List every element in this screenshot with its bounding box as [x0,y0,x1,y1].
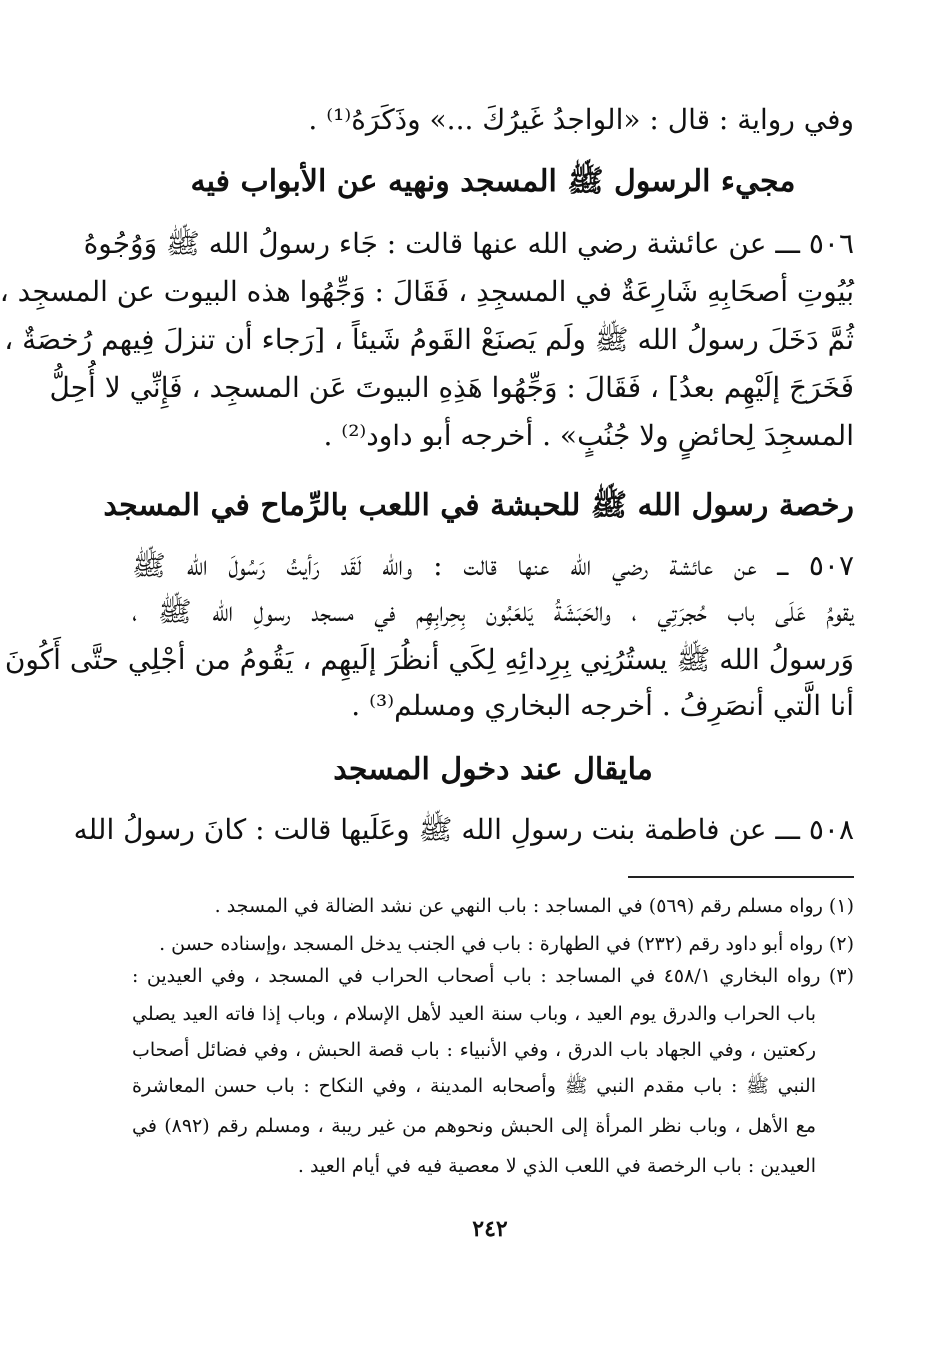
footnote-1: (١) رواه مسلم رقم (٥٦٩) في المساجد : باب النهي عن نشد الضالة في المسجد . [214,895,854,917]
paragraph-line: ٥٠٨ ـــ عن فاطمة بنت رسولِ الله ﷺ وعَلَيها قالت : كانَ رسولُ الله [73,813,854,846]
paragraph-line: أنا الَّتي أنصَرِفُ . أخرجه البخاري ومسلم⁽³⁾ . [351,689,854,722]
footnote-3-continuation: باب الحراب والدرق يوم العيد ، وباب سنة العيد لأهل الإسلام ، وباب إذا فاته العيد يصلي [132,1003,816,1025]
paragraph-line: فَخَرَجَ إلَيْهِم بعدُ] ، فَقَالَ : وَجِّهُوا هَذِهِ البيوتَ عَن المسجِد ، فَإِنِّي لا أُحِلُّ [49,371,854,404]
footnote-3-continuation: ركعتين ، وفي الجهاد باب الدرق ، وفي الأنبياء : باب قصة الحبش ، وفي فضائل أصحاب [132,1039,816,1061]
footnote-3: (٣) رواه البخاري ٤٥٨/١ في المساجد : باب أصحاب الحراب في المسجد ، وفي العيدين : [132,965,854,987]
paragraph-line: يقومُ عَلَى باب حُجرَتِي ، والحَبَشَةُ يَلعَبُون بِحِرابِهِم في مسجد رسولِ الله ﷺ ، [132,595,854,628]
section-heading-3: مايقال عند دخول المسجد [333,752,653,787]
footnote-3-continuation: مع الأهل ، وباب نظر المرأة إلى الحبش ونحوهم من غير ريبة ، ومسلم رقم (٨٩٢) في [132,1115,816,1137]
footnote-2: (٢) رواه أبو داود رقم (٢٣٢) في الطهارة : باب في الجنب يدخل المسجد ،وإسناده حسن . [159,933,854,955]
paragraph-line: المسجِدَ لِحائضٍ ولا جُنُبٍ» . أخرجه أبو داود⁽²⁾ . [323,419,854,452]
paragraph-line: وَرسولُ الله ﷺ يستُرُنِي بِرِدائِهِ لِكَي أنظُرَ إلَيهِم ، يَقُومُ من أجْلِي حتَّى أَكُونَ [4,643,854,676]
page-number: ٢٤٢ [472,1216,508,1242]
footnote-3-continuation: النبي ﷺ : باب مقدم النبي ﷺ وأصحابه المدينة ، وفي النكاح : باب حسن المعاشرة [132,1075,816,1097]
section-heading-1: مجيء الرسول ﷺ المسجد ونهيه عن الأبواب فيه [190,164,796,199]
paragraph-line: ٥٠٧ ـــ عن عائشة رضي الله عنها قالت : والله لَقَد رَأيتُ رَسُولَ الله ﷺ [132,549,854,582]
footnote-3-continuation: العيدين : باب الرخصة في اللعب الذي لا معصية فيه في أيام العيد . [297,1155,816,1177]
intro-line: وفي رواية : قال : «الواجدُ غَيرُكَ ...» وذَكَرَهُ⁽¹⁾ . [308,103,854,136]
section-heading-2: رخصة رسول الله ﷺ للحبشة في اللعب بالرِّماح في المسجد [103,488,854,523]
footnote-separator [628,876,854,878]
paragraph-line: ٥٠٦ ـــ عن عائشة رضي الله عنها قالت : جَاء رسولُ الله ﷺ وَوُجُوهُ [83,227,854,260]
paragraph-line: بُيُوتِ أصحَابِهِ شَارِعَةٌ في المسجِدِ ، فَقَالَ : وَجِّهُوا هذه البيوت عن المسجِد ، [0,275,854,308]
paragraph-line: ثُمَّ دَخَلَ رسولُ الله ﷺ ولَم يَصنَعْ القَومُ شَيئاً ، [رَجاء أن تنزلَ فِيهم رُخصَةٌ ، [4,323,854,356]
